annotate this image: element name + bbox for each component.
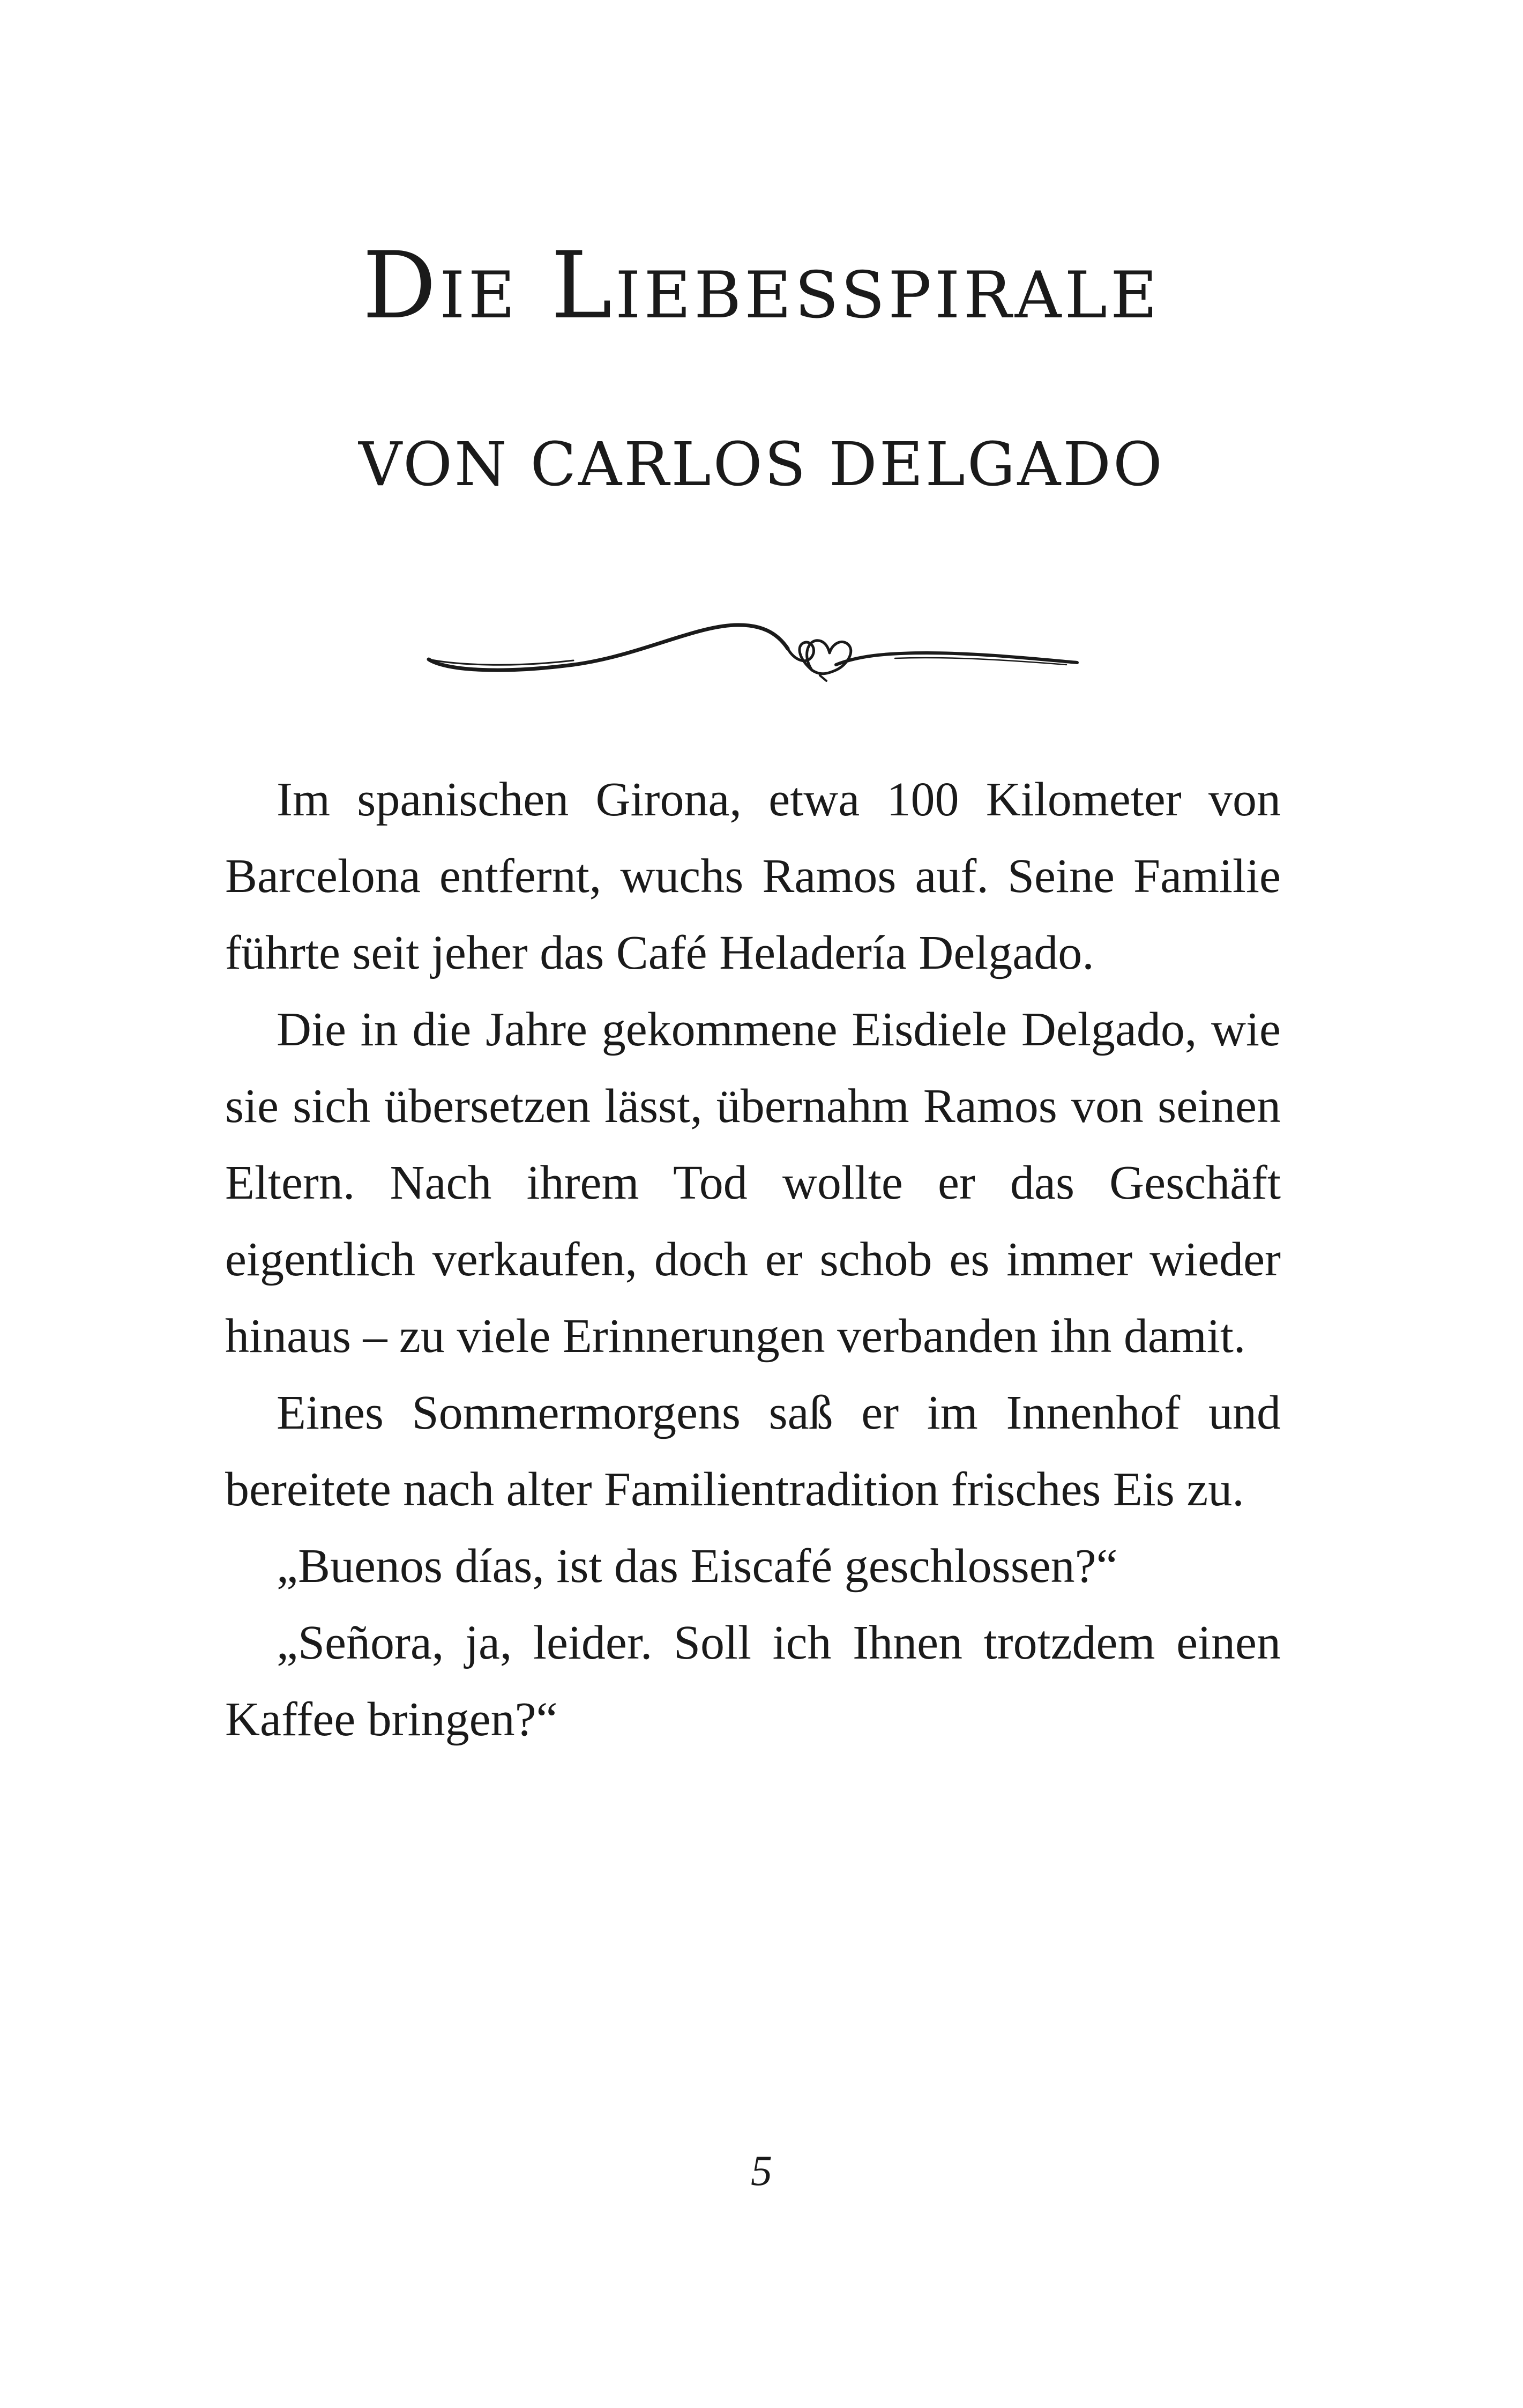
paragraph: „Buenos días, ist das Eiscafé geschlossen?“ [277,1540,1118,1593]
page-number: 5 [751,2147,772,2195]
paragraph: Eines Sommermorgens saß er im Innenhof und bereitete nach alter Familientradition frisches Eis zu. [225,1386,1281,1516]
chapter-title: Die Liebesspirale [362,232,1161,339]
paragraph: Die in die Jahre gekommene Eisdiele Delgado, wie sie sich übersetzen lässt, übernahm Ramos von seinen Eltern. Nach ihrem Tod wollte er das Geschäft eigentlich verkaufen, doch er schob es immer wieder hinaus – zu viele Erinnerungen verbanden ihn damit. [225,1003,1281,1363]
chapter-author: VON CARLOS DELGADO [359,430,1164,500]
chapter-body [225,761,1281,1758]
heart-flourish-icon [413,590,1093,697]
paragraph: Im spanischen Girona, etwa 100 Kilometer von Barcelona entfernt, wuchs Ramos auf. Seine Familie führte seit jeher das Café Heladería Delgado. [225,773,1281,979]
paragraph: „Señora, ja, leider. Soll ich Ihnen trotzdem einen Kaffee bringen?“ [225,1616,1281,1746]
